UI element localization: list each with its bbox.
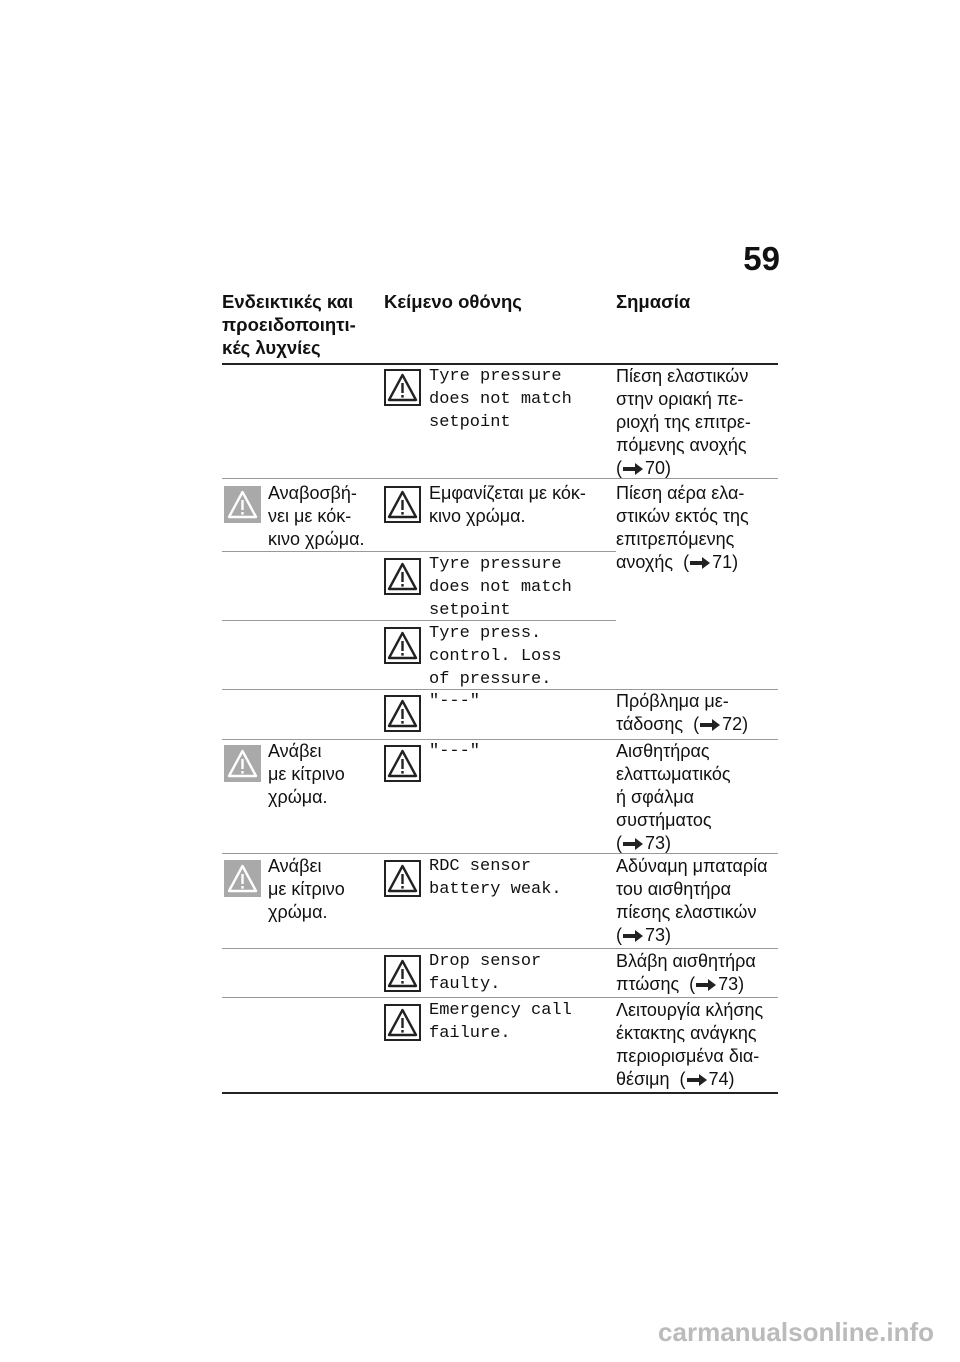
arrow-right-icon — [696, 979, 716, 991]
header-display-text: Κείμενο οθόνης — [384, 291, 522, 312]
display-text-row-4: Tyre press. control. Loss of pressure. — [429, 624, 562, 689]
watermark: carmanualsonline.info — [658, 1317, 934, 1347]
meaning-row-7: Αδύναμη μπαταρία του αισθητήρα πίεσης ελαστικών ( 73) — [616, 855, 778, 947]
arrow-right-icon — [623, 463, 643, 475]
lamp-text-row-6: Ανάβει με κίτρινο χρώμα. — [268, 741, 345, 807]
page-reference: ( 73) — [616, 925, 672, 945]
warning-triangle-icon — [384, 486, 421, 523]
lamp-text-row-7: Ανάβει με κίτρινο χρώμα. — [268, 856, 345, 922]
warning-triangle-icon — [384, 955, 421, 992]
warning-triangle-icon — [384, 695, 421, 732]
display-text-row-7: RDC sensor battery weak. — [429, 857, 562, 899]
lamp-text-row-2: Αναβοσβή- νει με κόκ- κινο χρώμα. — [268, 483, 365, 549]
meaning-row-2: Πίεση αέρα ελα- στικών εκτός της επιτρεπόμενης ανοχής ( 71) — [616, 482, 778, 574]
arrow-right-icon — [690, 557, 710, 569]
warning-triangle-icon — [384, 558, 421, 595]
page-reference: τάδοσης ( 72) — [616, 714, 749, 734]
display-text-row-6: "---" — [429, 742, 481, 761]
meaning-row-8: Βλάβη αισθητήρα πτώσης ( 73) — [616, 950, 778, 996]
display-text-row-2: Εμφανίζεται με κόκ- κινο χρώμα. — [429, 483, 586, 526]
display-text-row-1: Tyre pressure does not match setpoint — [429, 367, 572, 432]
warning-triangle-icon — [384, 860, 421, 897]
page-number: 59 — [743, 240, 780, 277]
row-divider — [222, 997, 778, 998]
row-divider — [222, 948, 778, 949]
page-reference: θέσιμη ( 74) — [616, 1069, 735, 1089]
page-reference: ( 73) — [616, 833, 672, 853]
display-text-row-5: "---" — [429, 692, 481, 711]
display-text-row-9: Emergency call failure. — [429, 1001, 572, 1043]
header-meaning: Σημασία — [616, 291, 691, 312]
warning-lamp-icon — [224, 860, 261, 897]
warning-triangle-icon — [384, 627, 421, 664]
table-bottom-rule — [222, 1092, 778, 1094]
row-divider — [222, 478, 778, 479]
arrow-right-icon — [623, 930, 643, 942]
header-indicator-lamps: Ενδεικτικές και προειδοποιητι- κές λυχνίες — [222, 291, 356, 358]
meaning-row-1: Πίεση ελαστικών στην οριακή πε- ριοχή της επιτρε- πόμενης ανοχής ( 70) — [616, 365, 778, 480]
meaning-row-6: Αισθητήρας ελαττωματικός ή σφάλμα συστήματος ( 73) — [616, 740, 778, 855]
warning-lamp-icon — [224, 745, 261, 782]
warning-triangle-icon — [384, 369, 421, 406]
warning-triangle-icon — [384, 1004, 421, 1041]
meaning-row-5: Πρόβλημα με- τάδοσης ( 72) — [616, 690, 778, 736]
meaning-row-9: Λειτουργία κλήσης έκτακτης ανάγκης περιορισμένα δια- θέσιμη ( 74) — [616, 999, 778, 1091]
warning-lamp-icon — [224, 486, 261, 523]
page-reference: ανοχής ( 71) — [616, 552, 739, 572]
page-reference: ( 70) — [616, 458, 672, 478]
display-text-row-8: Drop sensor faulty. — [429, 952, 542, 994]
arrow-right-icon — [687, 1074, 707, 1086]
display-text-row-3: Tyre pressure does not match setpoint — [429, 555, 572, 620]
arrow-right-icon — [700, 719, 720, 731]
row-divider — [222, 551, 616, 552]
page-reference: πτώσης ( 73) — [616, 974, 745, 994]
row-divider — [222, 620, 616, 621]
warning-triangle-icon — [384, 745, 421, 782]
arrow-right-icon — [623, 838, 643, 850]
row-divider — [222, 853, 778, 854]
